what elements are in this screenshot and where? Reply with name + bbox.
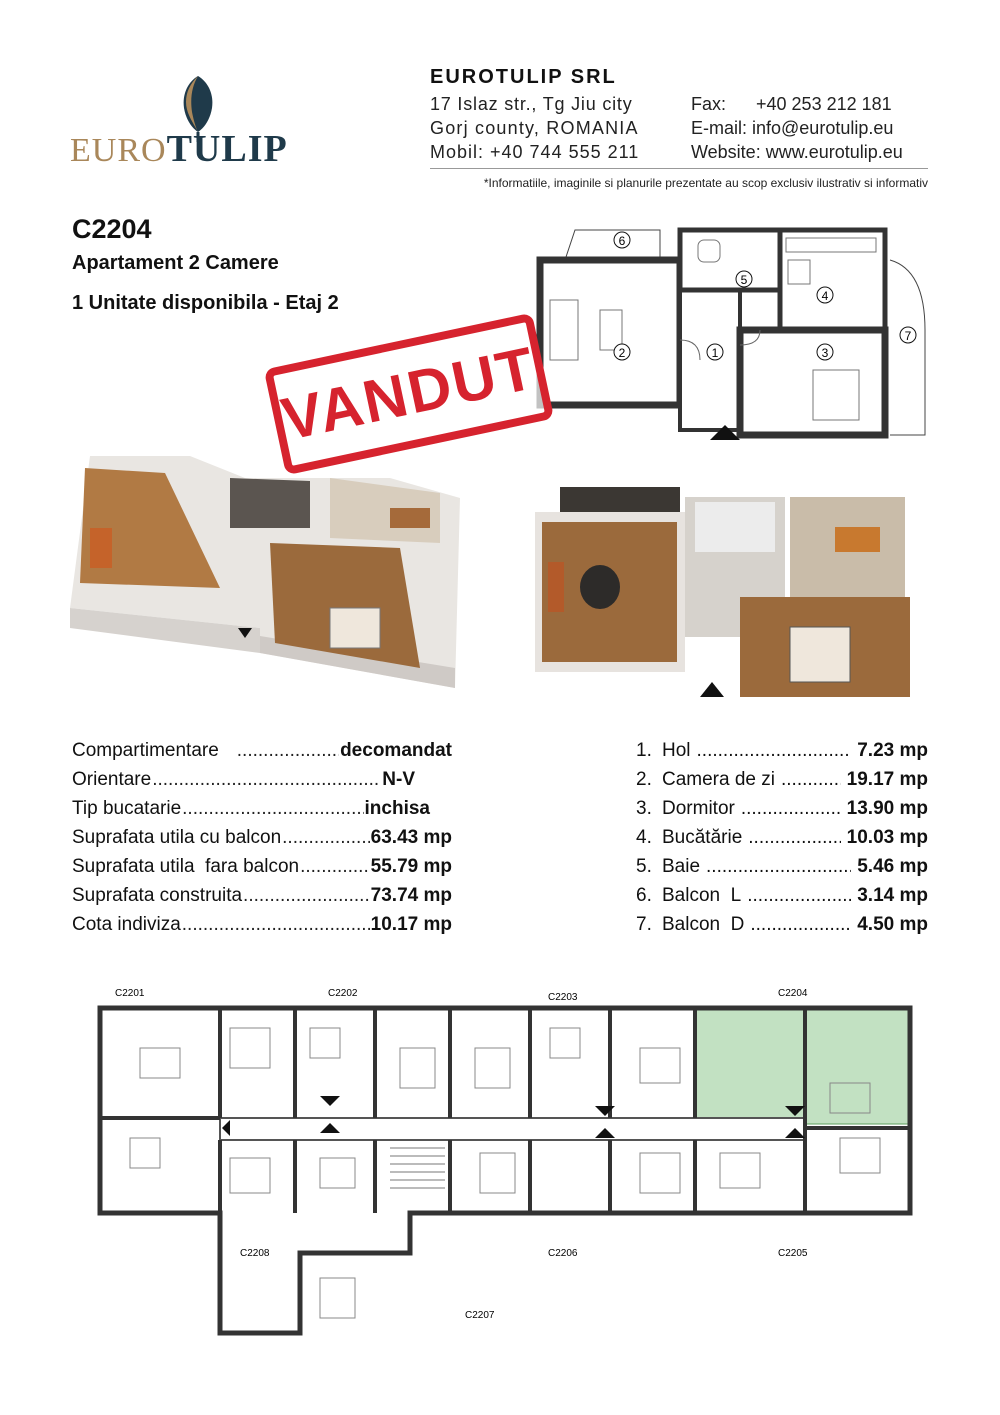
3d-render-topdown [520, 482, 930, 707]
spec-row [72, 856, 452, 885]
unit-label-c2201: C2201 [115, 988, 145, 999]
svg-text:3: 3 [821, 346, 829, 360]
spec-value: N-V [382, 769, 415, 790]
room-name: Bucătărie [662, 827, 743, 848]
room-name: Dormitor [662, 798, 735, 819]
spec-label: Suprafata construita [72, 885, 243, 906]
room-area: 7.23 mp [857, 740, 928, 761]
header-divider [430, 168, 928, 169]
availability-text: 1 Unitate disponibila - Etaj 2 [72, 292, 339, 314]
specs-list [72, 740, 452, 943]
address-line-1: 17 Islaz str., Tg Jiu city [430, 94, 633, 114]
logo [70, 72, 320, 172]
plan-marker-3 [817, 344, 833, 360]
plan-marker-7 [900, 327, 916, 343]
disclaimer-text: *Informatiile, imaginile si planurile prezentate au scop exclusiv ilustrativ si informativ [483, 176, 928, 190]
room-name: Balcon L [662, 885, 742, 906]
room-area: 5.46 mp [857, 856, 928, 877]
plan-marker-5 [736, 271, 752, 287]
spec-row [72, 798, 452, 827]
svg-text:6: 6 [618, 234, 626, 248]
spec-value: 73.74 mp [370, 885, 452, 906]
spec-label: Cota indiviza [72, 914, 181, 935]
svg-text:2: 2 [618, 346, 626, 360]
spec-value: 55.79 mp [370, 856, 452, 877]
room-area: 13.90 mp [846, 798, 928, 819]
unit-label-c2205: C2205 [778, 1248, 808, 1259]
email-address: E-mail: info@eurotulip.eu [691, 118, 894, 138]
svg-text:5: 5 [740, 273, 748, 287]
room-row: 4. Bucătărie ..... 10.03 mp [636, 827, 928, 856]
unit-label-c2202: C2202 [328, 988, 358, 999]
contact-block [691, 92, 931, 164]
svg-text:4: 4 [821, 289, 829, 303]
3d-render-isometric [70, 448, 470, 688]
spec-value: decomandat [340, 740, 452, 761]
svg-text:1: 1 [711, 346, 719, 360]
room-name: Baie [662, 856, 701, 877]
room-area: 3.14 mp [857, 885, 928, 906]
room-area: 4.50 mp [857, 914, 928, 935]
logo-tulip-text: TULIP [166, 128, 288, 170]
spec-label: Suprafata utila cu balcon [72, 827, 282, 848]
spec-row [72, 885, 452, 914]
room-row: 2. Camera de zi ..... 19.17 mp [636, 769, 928, 798]
room-row: 7. Balcon D ..... 4.50 mp [636, 914, 928, 943]
mobile-number: Mobil: +40 744 555 211 [430, 142, 640, 162]
unit-label-c2206: C2206 [548, 1248, 578, 1259]
spec-value: 10.17 mp [370, 914, 452, 935]
room-name: Camera de zi [662, 769, 775, 790]
spec-row [72, 769, 452, 798]
apartment-code: C2204 [72, 214, 152, 244]
address-line-2: Gorj county, ROMANIA [430, 118, 639, 138]
spec-row [72, 827, 452, 856]
room-row: 1. Hol ..... 7.23 mp [636, 740, 928, 769]
room-row: 3. Dormitor ..... 13.90 mp [636, 798, 928, 827]
plan-marker-6 [614, 232, 630, 248]
spec-label: Compartimentare [72, 740, 219, 761]
sold-stamp: VANDUT [264, 313, 554, 476]
rooms-list [636, 740, 928, 943]
unit-label-c2203: C2203 [548, 992, 578, 1003]
fax-number: Fax: +40 253 212 181 [691, 94, 892, 114]
spec-label: Orientare [72, 769, 152, 790]
spec-value: inchisa [364, 798, 430, 819]
room-row: 5. Baie ..... 5.46 mp [636, 856, 928, 885]
unit-label-c2204: C2204 [778, 988, 808, 999]
logo-euro-text: EURO [70, 132, 167, 169]
room-area: 10.03 mp [846, 827, 928, 848]
svg-text:7: 7 [904, 329, 912, 343]
company-name: EUROTULIP SRL [430, 66, 617, 88]
apartment-type: Apartament 2 Camere [72, 252, 279, 274]
room-name: Balcon D [662, 914, 745, 935]
spec-row [72, 914, 452, 943]
room-name: Hol [662, 740, 691, 761]
plan-marker-1 [707, 344, 723, 360]
room-area: 19.17 mp [846, 769, 928, 790]
spec-label: Suprafata utila fara balcon [72, 856, 300, 877]
website-address: Website: www.eurotulip.eu [691, 142, 903, 162]
room-row: 6. Balcon L ..... 3.14 mp [636, 885, 928, 914]
address-block [430, 92, 680, 164]
spec-row [72, 740, 452, 769]
unit-label-c2208: C2208 [240, 1248, 270, 1259]
building-floor-plan [80, 988, 920, 1348]
spec-label: Tip bucatarie [72, 798, 182, 819]
apartment-floor-plan [530, 220, 935, 445]
plan-marker-4 [817, 287, 833, 303]
plan-marker-2 [614, 344, 630, 360]
spec-value: 63.43 mp [370, 827, 452, 848]
unit-label-c2207: C2207 [465, 1310, 495, 1321]
